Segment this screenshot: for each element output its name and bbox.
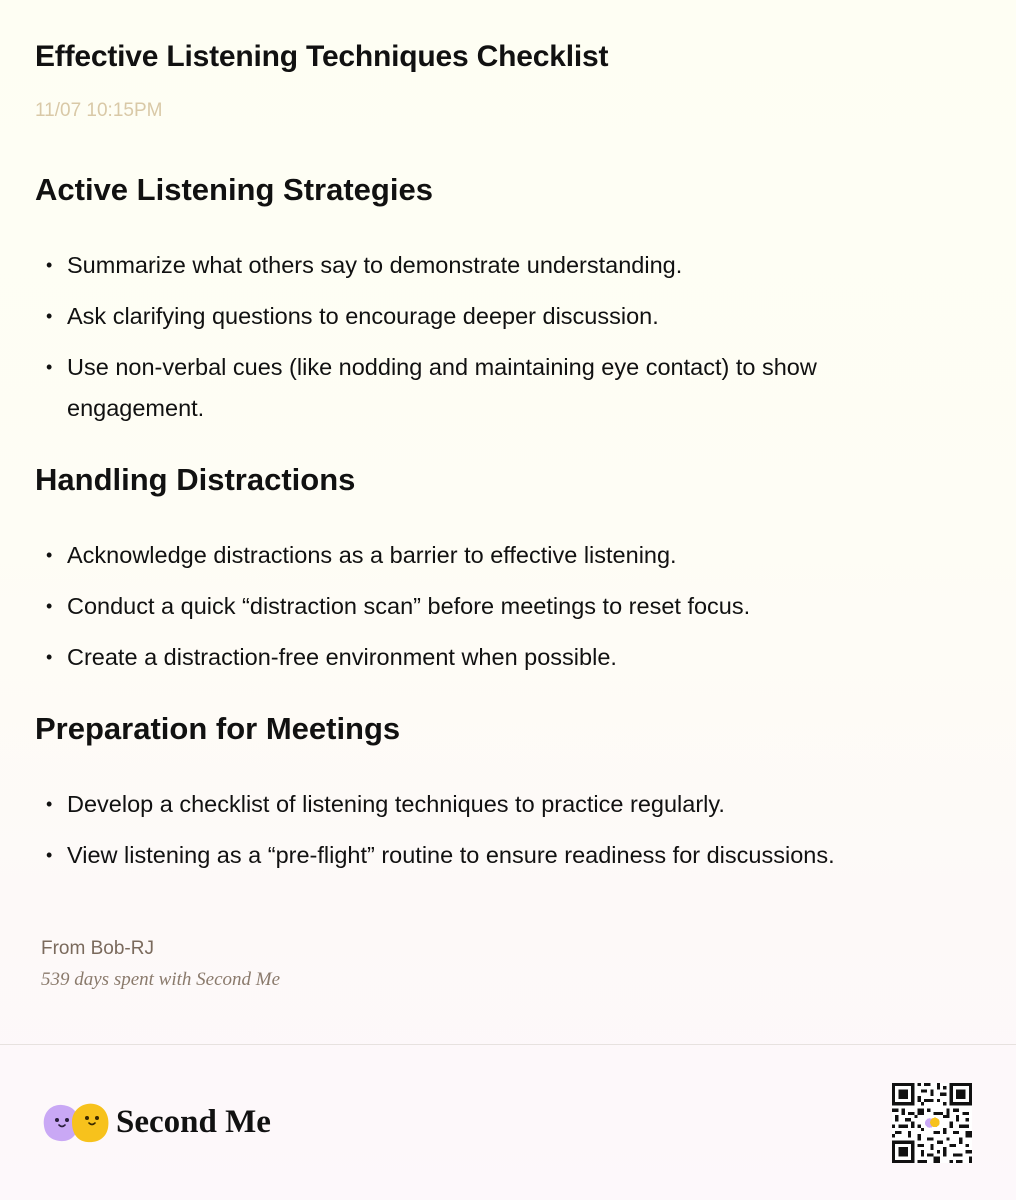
section-heading: Active Listening Strategies — [35, 172, 433, 207]
note-timestamp: 11/07 10:15PM — [35, 100, 163, 121]
section-preparation-meetings — [35, 711, 981, 868]
section-active-listening — [35, 172, 981, 421]
note-title: Effective Listening Techniques Checklist — [35, 40, 609, 73]
list-item: • View listening as a “pre-flight” routine to ensure readiness for discussions. — [35, 835, 935, 876]
section-heading: Preparation for Meetings — [35, 711, 401, 746]
list-item: • Develop a checklist of listening techniques to practice regularly. — [35, 784, 935, 825]
footer-from: From Bob-RJ — [41, 938, 154, 959]
list-item: • Create a distraction-free environment when possible. — [35, 637, 935, 678]
list-item: • Summarize what others say to demonstrate understanding. — [35, 245, 935, 286]
bullet-icon: • — [46, 794, 53, 814]
bullet-icon: • — [46, 255, 53, 275]
bullet-icon: • — [46, 596, 53, 616]
brand-logo — [40, 1098, 271, 1146]
brand-name: Second Me — [116, 1103, 271, 1140]
bullet-icon: • — [46, 647, 53, 667]
bullet-list — [35, 784, 935, 886]
footer-days-spent: 539 days spent with Second Me — [41, 969, 281, 990]
list-item: • Ask clarifying questions to encourage deeper discussion. — [35, 296, 935, 337]
qr-code-icon — [892, 1083, 972, 1163]
bullet-icon: • — [46, 306, 53, 326]
list-item: • Conduct a quick “distraction scan” before meetings to reset focus. — [35, 586, 935, 627]
bullet-list — [35, 535, 935, 688]
bullet-icon: • — [46, 845, 53, 865]
bullet-icon: • — [46, 357, 53, 377]
bullet-icon: • — [46, 545, 53, 565]
bullet-list — [35, 245, 935, 439]
section-heading: Handling Distractions — [35, 462, 356, 497]
list-item: • Acknowledge distractions as a barrier to effective listening. — [35, 535, 935, 576]
footer-divider — [0, 1044, 1016, 1045]
section-handling-distractions — [35, 462, 981, 670]
list-item: • Use non-verbal cues (like nodding and maintaining eye contact) to show engagement. — [35, 347, 935, 429]
two-blob-faces-icon — [40, 1100, 110, 1144]
